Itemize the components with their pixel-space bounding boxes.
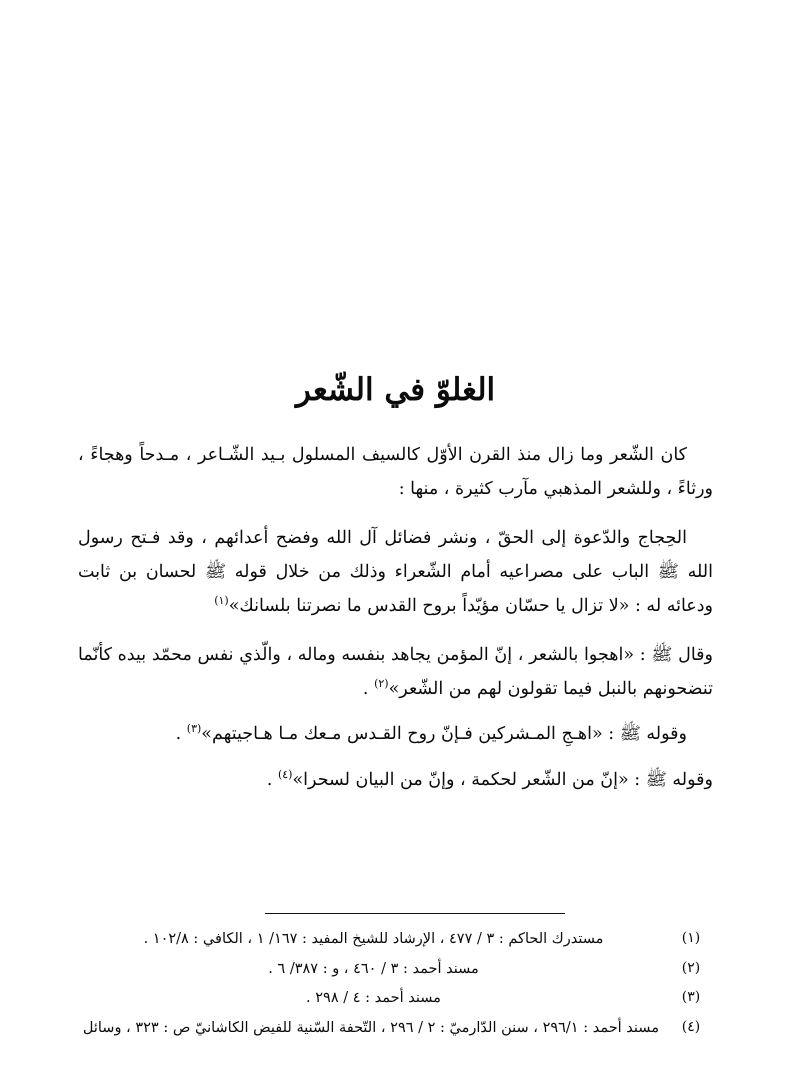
- paragraph-5: وقوله ﷺ : «إنّ من الشّعر لحكمة ، وإنّ من البيان لسحرا»$^{(٤)}$ .: [266, 768, 713, 790]
- paragraph-3: وقال ﷺ : «اهجوا بالشعر ، إنّ المؤمن يجاهد بنفسه وماله ، والّذي نفس محمّد بيده كأنّما تنضحونهم بالنبل فيما تقولون لهم من الشّعر»$^{(٢)}$ .: [78, 645, 713, 699]
- paragraph-4: وقوله ﷺ : «اهـجِ المـشركين فـإنّ روح القـدس مـعك مـا هـاجيتهم»$^{(٣)}$ .: [175, 722, 687, 745]
- footnote-marker-3[interactable]: (٣): [186, 722, 202, 736]
- paragraph-1-text: كان الشّعر وما زال منذ القرن الأوّل كالسيف المسلول بـيد الشّـاعر ، مـدحاً وهجاءً ، ورثاءً ، وللشعر المذهبي مآرب كثيرة ، منها :: [78, 445, 713, 499]
- paragraph-2: [78, 522, 713, 623]
- footnote-number: (٤): [681, 1018, 701, 1035]
- footnote-divider: [265, 913, 565, 914]
- paragraph-4-text: وقوله ﷺ : «اهـجِ المـشركين فـإنّ روح القـدس مـعك مـا هـاجيتهم»: [201, 724, 687, 745]
- footnote-area: [78, 913, 713, 1046]
- body-text: [78, 439, 713, 797]
- footnote-text: مستدرك الحاكم : ٣ / ٤٧٧ ، الإرشاد للشيخ المفيد : ١٦٧/ ١ ، الكافي : ١٠٢/٨ .: [143, 931, 604, 948]
- page-title: الغلوّ في الشّعر: [295, 372, 496, 408]
- footnote-number: (٢): [681, 959, 701, 976]
- paragraph-2-text: الحِجاج والدّعوة إلى الحقّ ، ونشر فضائل آل الله وفضح أعدائهم ، وقد فـتح رسول الله ﷺ الباب على مصراعيه أمام الشّعراء وذلك من خلال قوله ﷺ لحسان بن ثابت ودعائه له : «لا تزال يا حسّان مؤيّداً بروح القدس ما نصرتنا بلسانك»: [78, 528, 713, 616]
- footnote-marker-1[interactable]: (١): [214, 593, 229, 607]
- footnote-text: مسند أحمد : ٢٩٦/١ ، سنن الدّارميّ : ٢ / ٢٩٦ ، التّحفة السّنية للفيض الكاشانيّ ص : ٣٢٣ ، وسائل: [82, 1019, 659, 1036]
- paragraph-3-text: وقال ﷺ : «اهجوا بالشعر ، إنّ المؤمن يجاهد بنفسه وماله ، والّذي نفس محمّد بيده كأنّما تنضحونهم بالنبل فيما تقولون لهم من الشّعر»: [78, 645, 713, 699]
- footnote-text: مسند أحمد : ٤ / ٢٩٨ .: [306, 990, 441, 1007]
- paragraph-1: [78, 439, 713, 506]
- footnote-number: (١): [681, 930, 701, 947]
- footnote-row: [78, 928, 713, 950]
- footnote-number: (٣): [681, 989, 701, 1006]
- paragraph-5-text: وقوله ﷺ : «إنّ من الشّعر لحكمة ، وإنّ من البيان لسحرا»: [292, 769, 713, 790]
- footnote-row: [78, 987, 713, 1009]
- footnote-row: [78, 1017, 713, 1039]
- footnote-marker-4[interactable]: (٤): [277, 768, 293, 782]
- footnote-text: مسند أحمد : ٣ / ٤٦٠ ، و : ٣٨٧/ ٦ .: [268, 960, 479, 977]
- footnote-row: [78, 958, 713, 980]
- footnote-marker-2[interactable]: (٢): [374, 676, 389, 690]
